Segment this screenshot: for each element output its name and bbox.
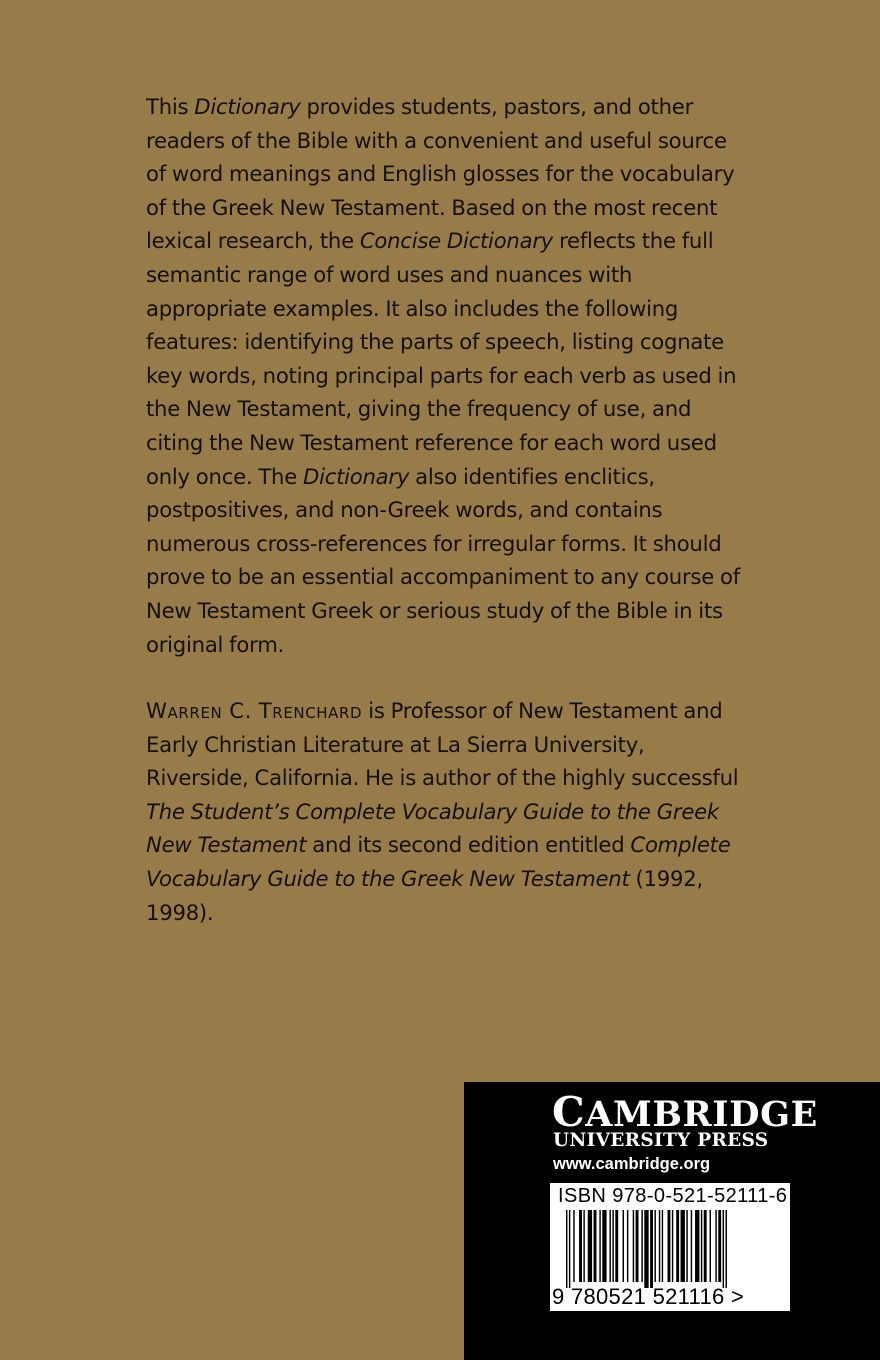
barcode-bar (583, 1210, 584, 1282)
barcode-bar (627, 1210, 628, 1282)
publisher-logo-rest: AMBRIDGE (585, 1094, 818, 1135)
publisher-logo-initial: C (552, 1088, 586, 1136)
barcode-bar (695, 1210, 699, 1282)
barcode-bar (662, 1210, 663, 1282)
barcode-bar (644, 1210, 648, 1288)
barcode-bar (641, 1210, 642, 1282)
barcode-bar (573, 1210, 574, 1282)
barcode-bar (636, 1210, 639, 1282)
barcode-bar (704, 1210, 707, 1282)
barcode-bar (602, 1210, 606, 1282)
description-text: also identifies enclitics, postpositives, and non-Greek words, and contains numerous cross-references for irregular forms. It should prove to be an essential accompaniment to any course of New Testament Greek or serious study of the Bible in its original form. (146, 463, 740, 657)
barcode-bar (610, 1210, 611, 1282)
back-cover-text (146, 90, 746, 929)
book-title-italic: Complete Vocabulary Guide to the Greek New Testament (146, 832, 731, 892)
barcode-bar (659, 1210, 660, 1282)
barcode-bar (594, 1210, 597, 1282)
book-title-italic: The Student’s Complete Vocabulary Guide to the Greek New Testament (146, 798, 719, 858)
barcode-bar (668, 1210, 671, 1282)
isbn-label: ISBN 978-0-521-52111-6 (558, 1185, 788, 1207)
description-paragraph (146, 90, 746, 661)
barcode-bar (723, 1210, 724, 1288)
barcode-bar (726, 1210, 727, 1288)
isbn-barcode (550, 1183, 790, 1311)
book-title-italic: Dictionary (303, 463, 410, 489)
publisher-subname: UNIVERSITY PRESS (553, 1130, 769, 1151)
barcode-bar (579, 1210, 582, 1282)
publisher-logo (552, 1088, 818, 1136)
barcode-bar (691, 1210, 692, 1282)
barcode-bar (710, 1210, 711, 1282)
barcode-bar (676, 1210, 679, 1282)
barcode-bar (623, 1210, 624, 1282)
barcode-bars-icon (566, 1210, 774, 1288)
barcode-bar (654, 1210, 655, 1282)
description-text: reflects the full semantic range of word uses and nuances with appropriate examples. It also includes the following features: identifying the parts of speech, listing cognate key words, noting principal parts for each verb as used in the New Testament, giving the frequency of use, and citing the New Testament reference for each word used only once. The (146, 228, 737, 489)
barcode-bar (569, 1210, 570, 1288)
barcode-bar (599, 1210, 600, 1282)
barcode-bar (588, 1210, 592, 1282)
publisher-url: www.cambridge.org (553, 1155, 711, 1173)
publisher-block (464, 1082, 880, 1360)
barcode-bar (612, 1210, 613, 1282)
barcode-digits: 9 780521 521116 > (552, 1284, 745, 1309)
book-title-italic: Concise Dictionary (359, 228, 554, 254)
book-title-italic: Dictionary (194, 94, 301, 119)
barcode-bar (681, 1210, 685, 1282)
barcode-bar (633, 1210, 634, 1282)
author-bio-paragraph (146, 694, 746, 929)
barcode-bar (650, 1210, 653, 1288)
barcode-bar (566, 1210, 567, 1288)
barcode-bar (615, 1210, 618, 1282)
barcode-bar (715, 1210, 716, 1282)
barcode-bar (686, 1210, 687, 1282)
author-bio-text: and its second edition entitled (306, 832, 631, 858)
author-name: Warren C. Trenchard (146, 698, 363, 724)
barcode-bar (701, 1210, 702, 1282)
barcode-bar (672, 1210, 673, 1282)
description-text: This (146, 94, 195, 119)
description-text: provides students, pastors, and other readers of the Bible with a convenient and useful source of word meanings and English glosses for the vocabulary of the Greek New Testament. Based on the most recent lexical research, the (146, 94, 735, 254)
author-bio-text: is Professor of New Testament and Early Christian Literature at La Sierra University, Riverside, California. He is author of the highly successful (146, 698, 739, 791)
author-bio-text: (1992, 1998). (146, 866, 703, 925)
barcode-bar (718, 1210, 721, 1282)
